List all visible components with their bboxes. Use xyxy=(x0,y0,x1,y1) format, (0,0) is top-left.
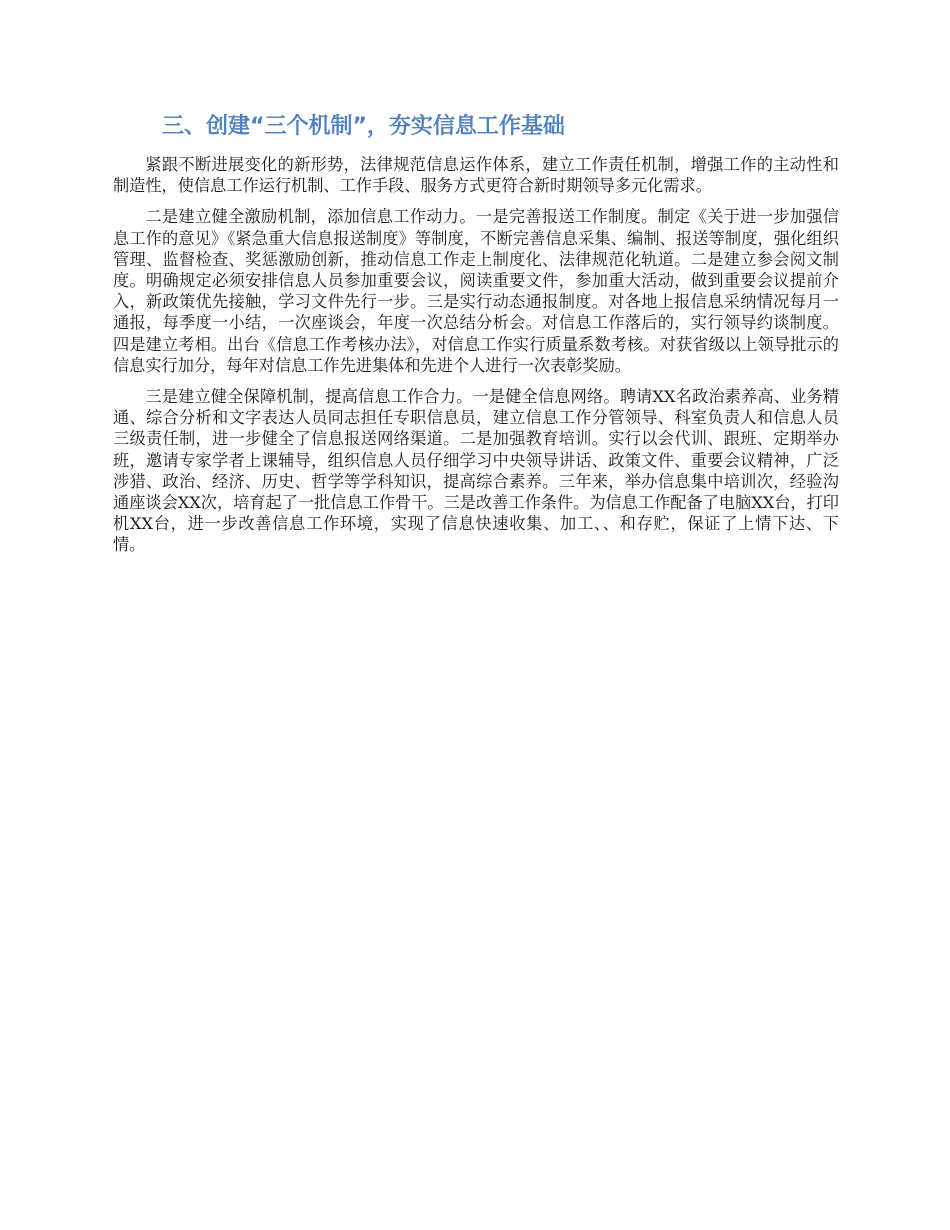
paragraph-incentive-mechanism: 二是建立健全激励机制，添加信息工作动力。一是完善报送工作制度。制定《关于进一步加强信息工作的意见》《紧急重大信息报送制度》等制度，不断完善信息采集、编制、报送等制度，强化组织管理、监督检查、奖惩激励创新，推动信息工作走上制度化、法律规范化轨道。二是建立参会阅文制度。明确规定必须安排信息人员参加重要会议，阅读重要文件，参加重大活动，做到重要会议提前介入，新政策优先接触，学习文件先行一步。三是实行动态通报制度。对各地上报信息采纳情况每月一通报，每季度一小结，一次座谈会，年度一次总结分析会。对信息工作落后的，实行领导约谈制度。四是建立考相。出台《信息工作考核办法》，对信息工作实行质量系数考核。对获省级以上领导批示的信息实行加分，每年对信息工作先进集体和先进个人进行一次表彰奖励。 xyxy=(113,207,839,375)
document-body xyxy=(113,112,839,566)
paragraph-guarantee-mechanism: 三是建立健全保障机制，提高信息工作合力。一是健全信息网络。聘请XX名政治素养高、业务精通、综合分析和文字表达人员同志担任专职信息员，建立信息工作分管领导、科室负责人和信息人员三级责任制，进一步健全了信息报送网络渠道。二是加强教育培训。实行以会代训、跟班、定期举办班，邀请专家学者上课辅导，组织信息人员仔细学习中央领导讲话、政策文件、重要会议精神，广泛涉猎、政治、经济、历史、哲学等学科知识，提高综合素养。三年来，举办信息集中培训次，经验沟通座谈会XX次，培育起了一批信息工作骨干。三是改善工作条件。为信息工作配备了电脑XX台，打印机XX台，进一步改善信息工作环境，实现了信息快速收集、加工、、和存贮，保证了上情下达、下情。 xyxy=(113,387,839,555)
section-heading: 三、创建“三个机制”，夯实信息工作基础 xyxy=(162,114,565,139)
paragraph-intro: 紧跟不断进展变化的新形势，法律规范信息运作体系，建立工作责任机制，增强工作的主动性和制造性，使信息工作运行机制、工作手段、服务方式更符合新时期领导多元化需求。 xyxy=(113,155,839,196)
